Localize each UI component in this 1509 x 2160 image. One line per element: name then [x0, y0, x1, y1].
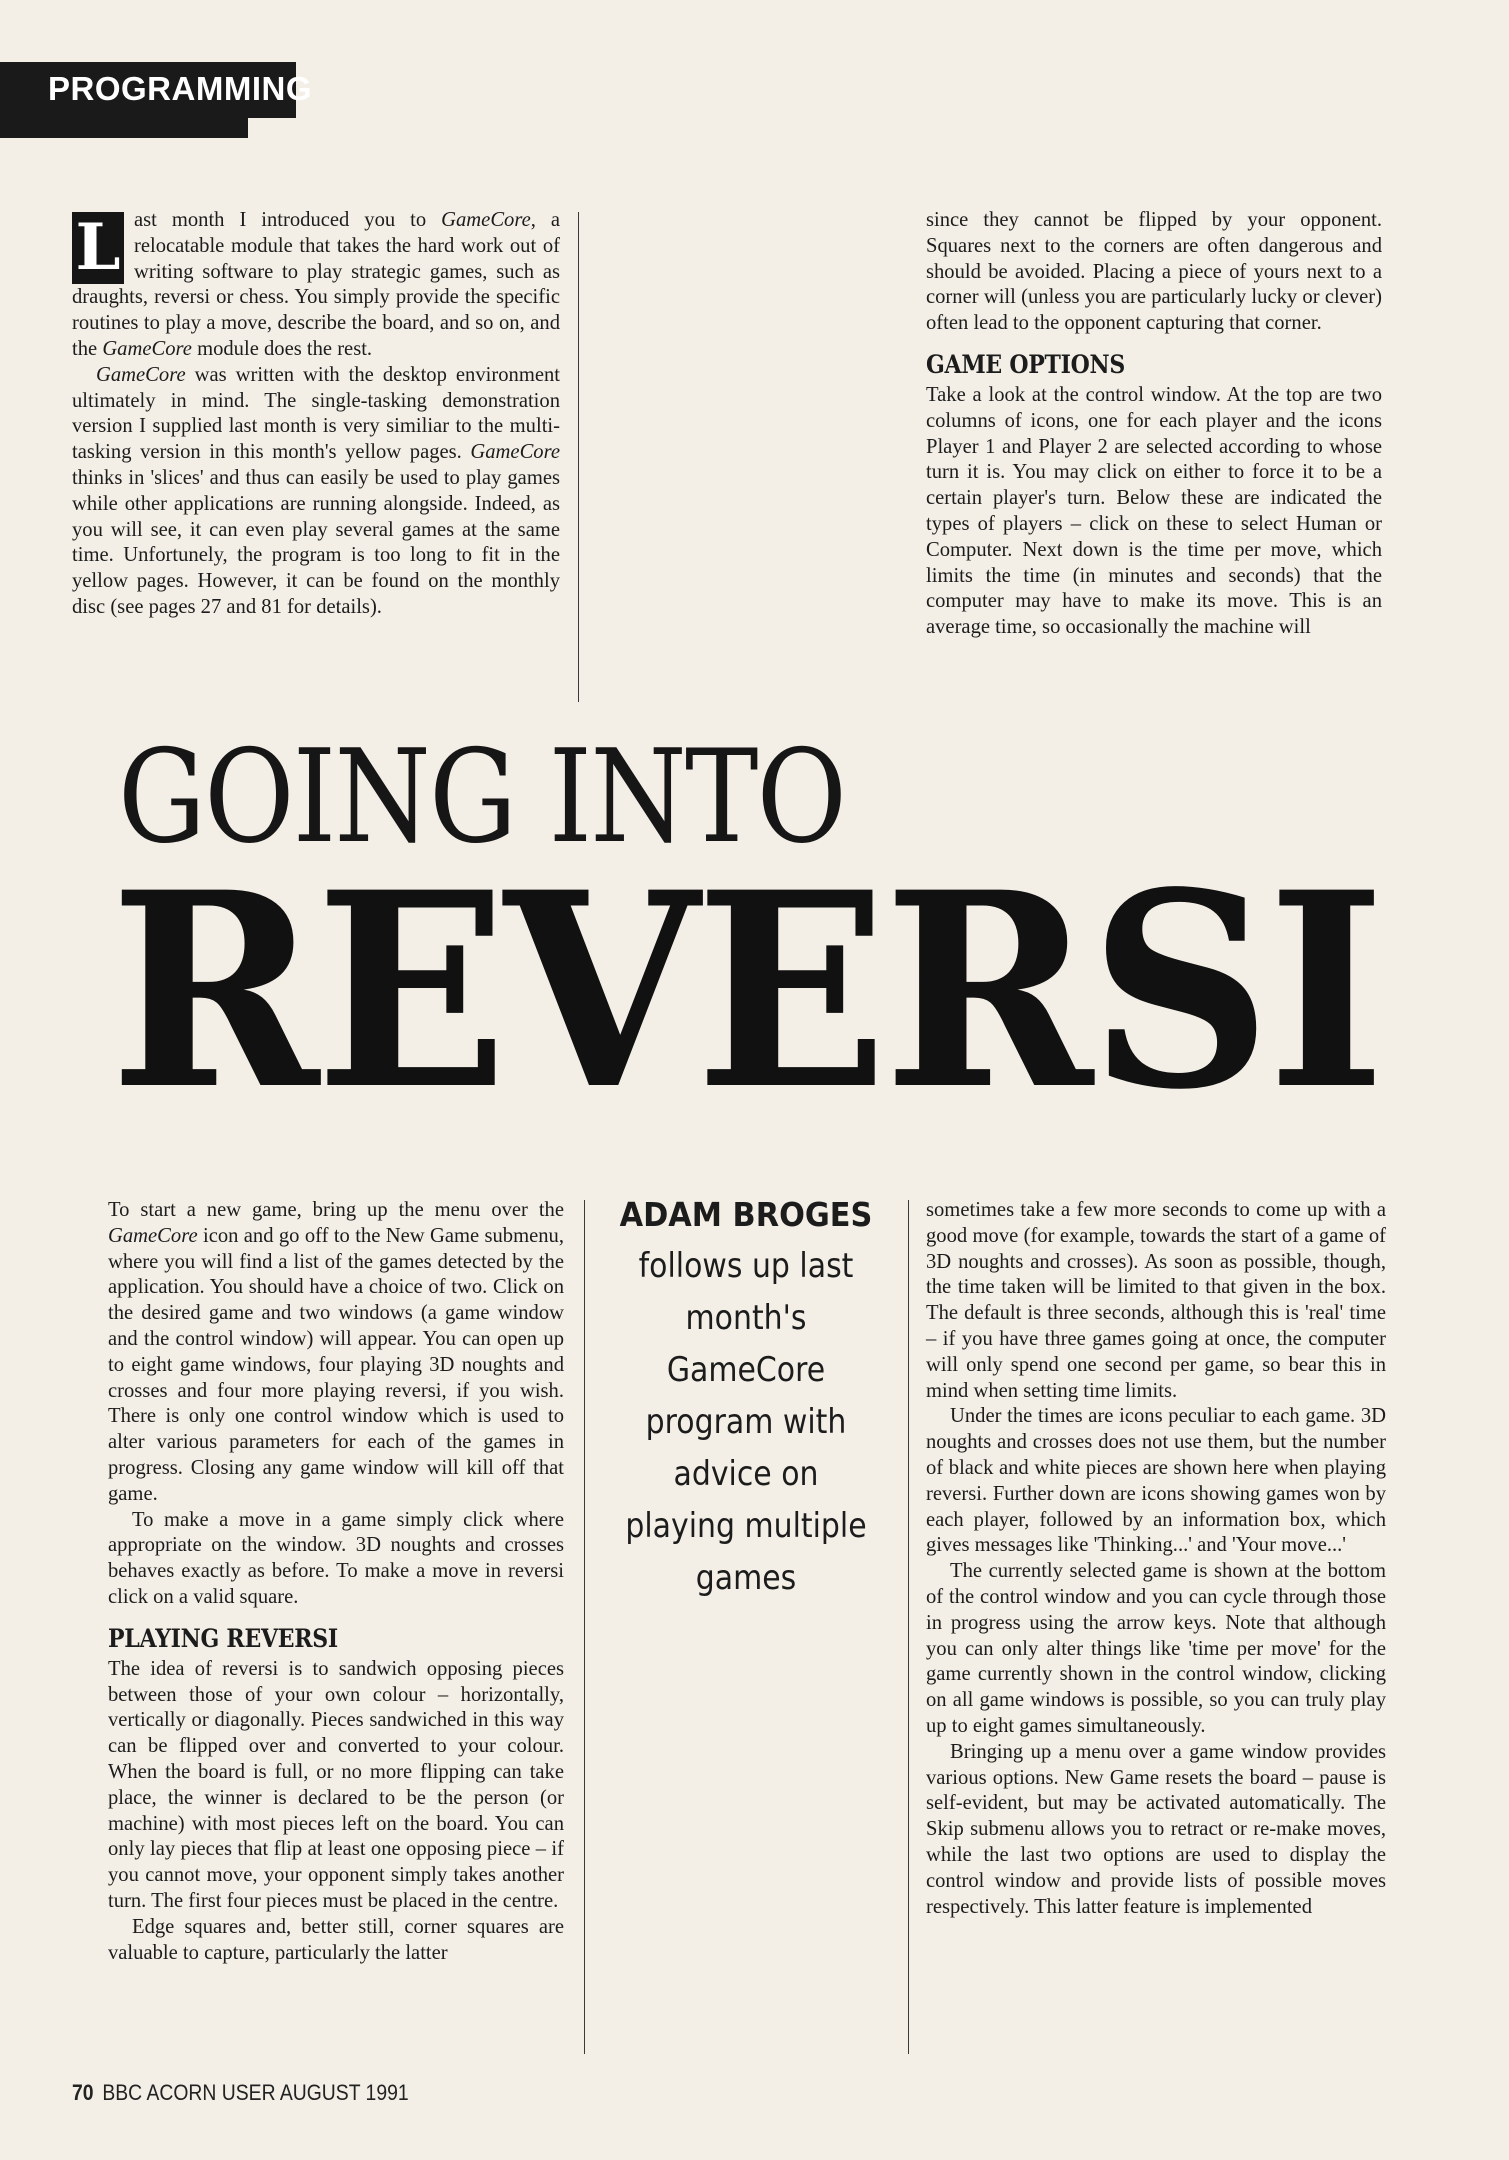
- intro-paragraph-1: L ast month I introduced you to GameCore, a relocatable module that takes the hard work out of writing software to play strategic games, such as draughts, reversi or chess. You simply provide the specific routines to play a move, describe the board, and so on, and the GameCore module does the rest.: [72, 209, 561, 360]
- page-number: 70: [72, 2080, 94, 2105]
- top-right-paragraph-2: Take a look at the control window. At the top are two columns of icons, one for each player and the icons Player 1 and Player 2 are selected according to whose turn it is. You may click on either to force it to be a certain player's turn. Below these are indicated the types of players – click on these to select Human or Computer. Next down is the time per move, which limits the time (in minutes and seconds) that the computer may have to make its move. This is an average time, so occasionally the machine will: [926, 383, 1382, 639]
- top-right-paragraph-1: since they cannot be flipped by your opponent. Squares next to the corners are often dangerous and should be avoided. Placing a piece of yours next to a corner will (unless you are particularly lucky or clever) often lead to the opponent capturing that corner.: [926, 209, 1382, 335]
- publication-line: BBC ACORN USER AUGUST 1991: [102, 2080, 409, 2105]
- headline-line-1: GOING INTO: [118, 723, 846, 872]
- page-footer: [72, 2080, 409, 2106]
- intro-paragraph-2: GameCore was written with the desktop environment ultimately in mind. The single-tasking demonstration version I supplied last month is very similiar to the multi-tasking version in this month's yellow pages. GameCore thinks in 'slices' and thus can easily be used to play games while other applications are running alongside. Indeed, as you will see, it can even play several games at the same time. Unfortunely, the program is too long to fit in the yellow pages. However, it can be found on the monthly disc (see pages 27 and 81 for details).: [72, 363, 560, 618]
- drop-cap: L: [72, 212, 124, 284]
- bottom-right-column: [926, 1198, 1386, 1920]
- top-right-column: [926, 208, 1382, 641]
- column-rule-bottom-right: [908, 1200, 909, 2054]
- bottom-right-paragraph-1: sometimes take a few more seconds to come up with a good move (for example, towards the start of a game of 3D noughts and crosses). As soon as possible, though, the time taken will be limited to that given in the box. The default is three seconds, although this is 'real' time – if you have three games going at once, the computer will only spend one second per game, so bear this in mind when setting time limits.: [926, 1199, 1386, 1402]
- bottom-left-paragraph-2: To make a move in a game simply click where appropriate on the window. 3D noughts and crosses behaves exactly as before. To make a move in reversi click on a valid square.: [108, 1508, 564, 1608]
- bottom-right-paragraph-3: The currently selected game is shown at the bottom of the control window and you can cycle through those in progress using the arrow keys. Note that although you can only alter things like 'time per move' for the game currently shown in the control window, clicking on all game windows is possible, so you can truly play up to eight games simultaneously.: [926, 1560, 1386, 1737]
- bottom-left-column: [108, 1198, 564, 1966]
- author-name: ADAM BROGES: [619, 1195, 873, 1234]
- bottom-right-paragraph-2: Under the times are icons peculiar to each game. 3D noughts and crosses does not use them, but the number of black and white pieces are shown here when playing reversi. Further down are icons showing games won by each player, followed by an information box, which gives messages like 'Thinking...' and 'Your move...': [926, 1405, 1386, 1557]
- bottom-left-paragraph-4: Edge squares and, better still, corner squares are valuable to capture, particularly the latter: [108, 1915, 564, 1964]
- column-rule-bottom-left: [584, 1200, 585, 2054]
- intro-column: [72, 208, 560, 621]
- column-rule-top: [578, 212, 579, 702]
- bottom-left-paragraph-1: To start a new game, bring up the menu over the GameCore icon and go off to the New Game submenu, where you will find a list of the games detected by the application. You should have a choice of two. Click on the desired game and two windows (a game window and the control window) will appear. You can open up to eight game windows, four playing 3D noughts and crosses and four more playing reversi, if you wish. There is only one control window which is used to alter various parameters for each of the games in progress. Closing any game window will kill off that game.: [108, 1199, 564, 1505]
- subhead-playing-reversi: PLAYING REVERSI: [108, 1623, 338, 1653]
- bottom-right-paragraph-4: Bringing up a menu over a game window provides various options. New Game resets the board – pause is self-evident, but may be activated automatically. The Skip submenu allows you to retract or re-make moves, while the last two options are used to display the control window and provide lists of possible moves respectively. This latter feature is implemented: [926, 1740, 1386, 1918]
- standfirst: follows up last month's GameCore program with advice on playing multiple games: [625, 1246, 867, 1598]
- subhead-game-options: GAME OPTIONS: [926, 349, 1126, 379]
- section-label: PROGRAMMING: [48, 70, 312, 107]
- byline: [600, 1192, 892, 1604]
- bottom-left-paragraph-3: The idea of reversi is to sandwich opposing pieces between those of your own colour – horizontally, vertically or diagonally. Pieces sandwiched in this way can be flipped over and converted to your colour. When the board is full, or no more flipping can take place, the winner is declared to be the person (or machine) with most pieces left on the board. You can only lay pieces that flip at least one opposing piece – if you cannot move, your opponent simply takes another turn. The first four pieces must be placed in the centre.: [108, 1657, 564, 1912]
- headline-line-2: REVERSI: [110, 834, 1382, 1149]
